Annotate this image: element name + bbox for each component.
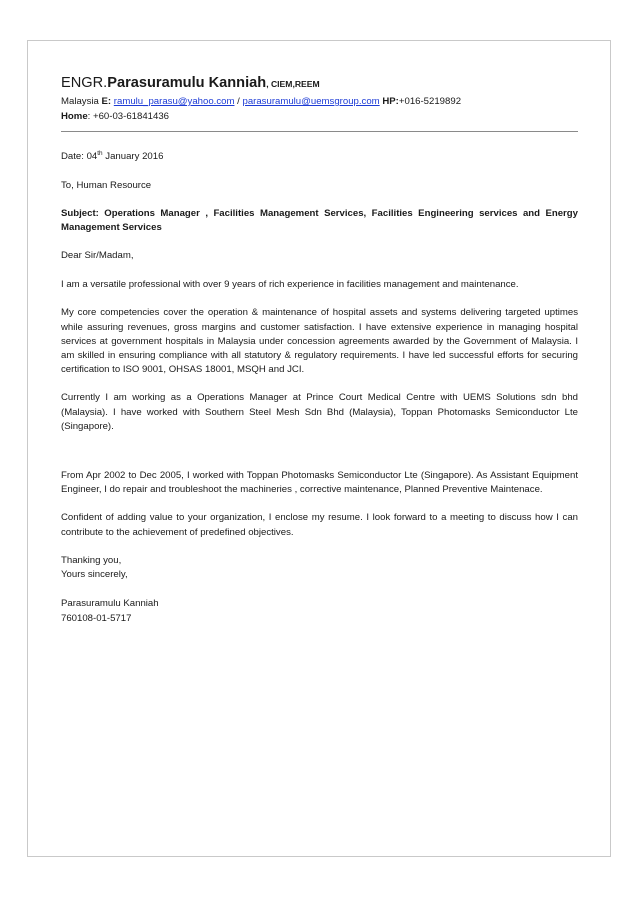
subject-line: Subject: Operations Manager , Facilities Management Services, Facilities Engineering services and Energy Management Services <box>61 208 578 234</box>
home-label: Home <box>61 110 88 122</box>
name-heading <box>61 74 578 93</box>
letter-body <box>61 150 578 626</box>
closing-sincerely: Yours sincerely, <box>61 569 128 581</box>
paragraph-4: From Apr 2002 to Dec 2005, I worked with Toppan Photomasks Semiconductor Lte (Singapore). As Assistant Equipment Engineer, I do repair and troubleshoot the machineries , corrective maintenance, Planned Preventive Maintenace. <box>61 470 578 496</box>
date-ordinal: th <box>97 150 103 157</box>
email-link-1[interactable]: ramulu_parasu@yahoo.com <box>113 96 235 107</box>
date-rest: January 2016 <box>102 151 164 162</box>
email-label: E: <box>101 96 112 107</box>
signature-name: Parasuramulu Kanniah <box>61 598 159 609</box>
email-separator: / <box>237 96 240 107</box>
date-line <box>61 150 578 165</box>
paragraph-1: I am a versatile professional with over 9 years of rich experience in facilities management and maintenance. <box>61 278 519 290</box>
paragraph-3: Currently I am working as a Operations Manager at Prince Court Medical Centre with UEMS Solutions sdn bhd (Malaysia). I have worked with Southern Steel Mesh Sdn Bhd (Malaysia), Toppan Photomasks Semiconductor Lte (Singapore). <box>61 392 578 432</box>
credentials: , CIEM,REEM <box>266 79 320 89</box>
recipient-line: To, Human Resource <box>61 179 152 191</box>
letter-header <box>61 74 578 124</box>
paragraph-5: Confident of adding value to your organization, I enclose my resume. I look forward to a meeting to discuss how I can contribute to the achievement of predefined objectives. <box>61 512 578 538</box>
title-prefix: ENGR. <box>61 75 108 91</box>
closing-thanks: Thanking you, <box>61 554 122 566</box>
date-prefix: Date: 04 <box>61 151 98 162</box>
home-value: : +60-03-61841436 <box>87 110 170 122</box>
applicant-name: Parasuramulu Kanniah <box>107 75 267 91</box>
email-link-2[interactable]: parasuramulu@uemsgroup.com <box>242 96 380 107</box>
header-divider <box>61 131 578 132</box>
hp-label: HP: <box>382 96 399 107</box>
paragraph-2: My core competencies cover the operation & maintenance of hospital assets and systems delivering targeted uptimes while assuring revenues, gross margins and customer satisfaction. I have extensive experience in managing hospital services at government hospitals in Malaysia under concession agreements awarded by the Government of Malaysia. I am skilled in ensuring compliance with all statutory & regulatory requirements. I have led successful efforts for securing certification to ISO 9001, OHSAS 18001, MSQH and JCI. <box>61 307 578 376</box>
salutation: Dear Sir/Madam, <box>61 250 134 262</box>
contact-line <box>61 95 578 110</box>
hp-value: +016-5219892 <box>398 96 462 107</box>
signature-id: 760108-01-5717 <box>61 612 132 624</box>
home-phone-line <box>61 110 578 125</box>
country: Malaysia <box>61 96 99 107</box>
